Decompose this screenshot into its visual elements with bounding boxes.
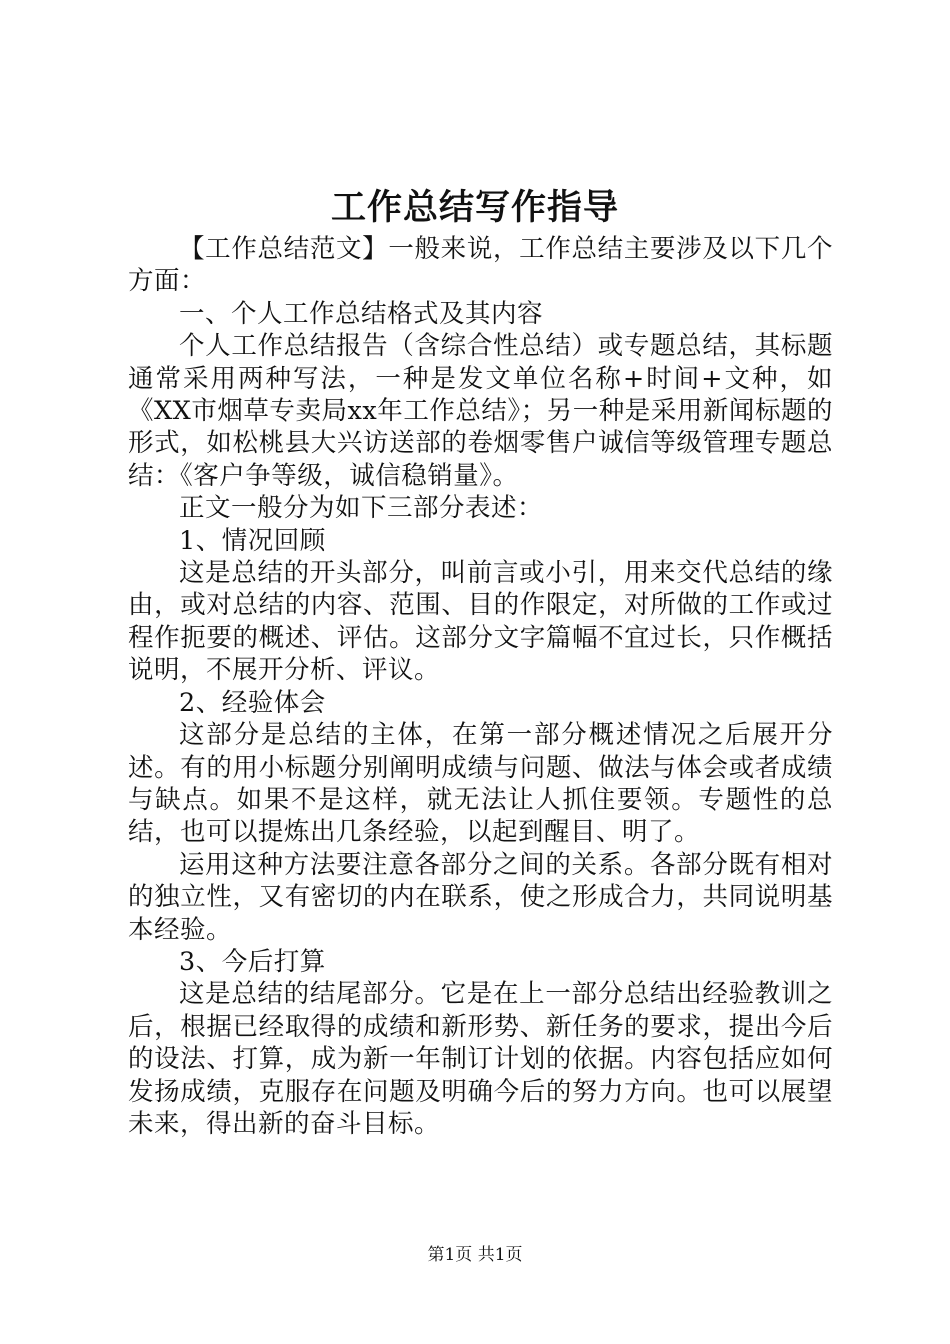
section-heading: 一、个人工作总结格式及其内容: [179, 298, 544, 329]
body-paragraph: 这是总结的开头部分，叫前言或小引，用来交代总结的缘由，或对总结的内容、范围、目的作限定，对所做的工作或过程作扼要的概述、评估。这部分文字篇幅不宜过长，只作概括说明，不展开分析、评议。: [128, 558, 833, 686]
subsection-heading: 3、今后打算: [179, 946, 326, 977]
body-paragraph: 这是总结的结尾部分。它是在上一部分总结出经验教训之后，根据已经取得的成绩和新形势、新任务的要求，提出今后的设法、打算，成为新一年制订计划的依据。内容包括应如何发扬成绩，克服存在问题及明确今后的努力方向。也可以展望未来，得出新的奋斗目标。: [128, 979, 833, 1139]
document-body: [128, 233, 833, 1140]
document-title: 工作总结写作指导: [330, 187, 619, 228]
intro-paragraph: 【工作总结范文】一般来说，工作总结主要涉及以下几个方面：: [128, 234, 833, 297]
body-paragraph: 运用这种方法要注意各部分之间的关系。各部分既有相对的独立性，又有密切的内在联系，使之形成合力，共同说明基本经验。: [128, 849, 833, 945]
page-footer: 第1页 共1页: [427, 1245, 523, 1265]
body-paragraph: 个人工作总结报告（含综合性总结）或专题总结，其标题通常采用两种写法，一种是发文单位名称+时间+文种，如《XX市烟草专卖局xx年工作总结》；另一种是采用新闻标题的形式，如松桃县大兴访送部的卷烟零售户诚信等级管理专题总结：《客户争等级，诚信稳销量》。: [128, 331, 833, 491]
body-paragraph: 这部分是总结的主体，在第一部分概述情况之后展开分述。有的用小标题分别阐明成绩与问题、做法与体会或者成绩与缺点。如果不是这样，就无法让人抓住要领。专题性的总结，也可以提炼出几条经验，以起到醒目、明了。: [128, 720, 833, 848]
body-paragraph: 正文一般分为如下三部分表述：: [179, 493, 544, 524]
subsection-heading: 2、经验体会: [179, 687, 326, 718]
subsection-heading: 1、情况回顾: [179, 525, 326, 556]
